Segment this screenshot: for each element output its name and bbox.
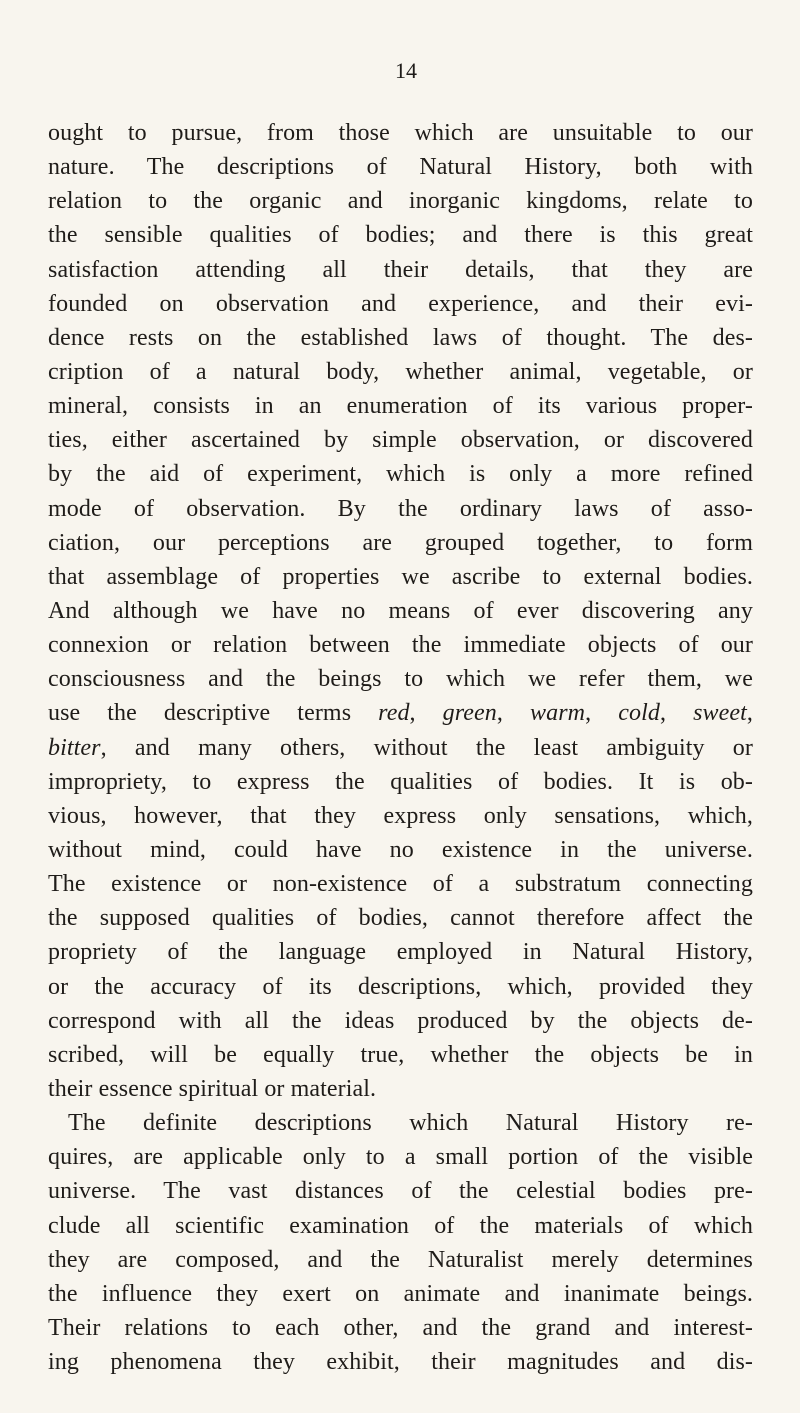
text-line	[48, 150, 753, 184]
text-segment: ,	[659, 700, 694, 727]
text-line-content: the influence they exert on animate and inanimate beings.	[48, 1280, 753, 1307]
text-line	[48, 1174, 753, 1208]
text-segment: ,	[746, 700, 754, 727]
text-line	[48, 628, 753, 662]
text-line	[48, 662, 753, 696]
text-line	[48, 1209, 753, 1243]
text-line	[48, 1243, 753, 1277]
text-segment: ,	[496, 700, 531, 727]
italic-term: red	[378, 700, 410, 727]
text-line-content: dence rests on the established laws of thought. The des-	[48, 324, 753, 351]
text-line	[48, 1072, 753, 1106]
text-line	[48, 1004, 753, 1038]
text-line	[48, 867, 753, 901]
text-line	[48, 389, 753, 423]
page-number: 14	[395, 58, 417, 83]
text-line-content: they are composed, and the Naturalist merely determines	[48, 1246, 753, 1273]
text-line-content: propriety of the language employed in Natural History,	[48, 939, 753, 966]
text-line-content: ties, either ascertained by simple observation, or discovered	[48, 427, 753, 454]
text-line	[48, 1277, 753, 1311]
text-line	[48, 355, 753, 389]
text-line-content: or the accuracy of its descriptions, which, provided they	[48, 973, 753, 1000]
text-line-content: impropriety, to express the qualities of bodies. It is ob-	[48, 768, 753, 795]
text-line	[48, 1311, 753, 1345]
text-line-content: correspond with all the ideas produced by the objects de-	[48, 1007, 753, 1034]
text-line-content	[48, 731, 753, 765]
text-line-content: that assemblage of properties we ascribe to external bodies.	[48, 563, 753, 590]
text-segment: ,	[585, 700, 619, 727]
italic-term: cold	[618, 700, 660, 727]
text-line	[48, 526, 753, 560]
text-line-content: without mind, could have no existence in the universe.	[48, 836, 753, 863]
text-segment: ,	[409, 700, 443, 727]
italic-term: bitter	[48, 734, 101, 761]
text-line	[48, 1106, 753, 1140]
text-line-content: The definite descriptions which Natural History re-	[68, 1110, 753, 1137]
text-line-content: the sensible qualities of bodies; and there is this great	[48, 222, 753, 249]
text-line-content: nature. The descriptions of Natural History, both with	[48, 154, 753, 181]
text-line-content: mineral, consists in an enumeration of its various proper-	[48, 393, 753, 420]
text-line-content: The existence or non-existence of a substratum connecting	[48, 871, 753, 898]
text-line-content: ciation, our perceptions are grouped together, to form	[48, 529, 753, 556]
text-line	[48, 1038, 753, 1072]
text-line-content: by the aid of experiment, which is only a more refined	[48, 461, 753, 488]
text-line	[48, 799, 753, 833]
text-line-content: ing phenomena they exhibit, their magnitudes and dis-	[48, 1349, 753, 1376]
text-line	[48, 321, 753, 355]
text-line-content: consciousness and the beings to which we refer them, we	[48, 666, 753, 693]
text-line-content: scribed, will be equally true, whether the objects be in	[48, 1041, 753, 1068]
text-line-content	[48, 696, 753, 730]
text-line-content: Their relations to each other, and the grand and interest-	[48, 1314, 753, 1341]
text-line-content: vious, however, that they express only sensations, which,	[48, 802, 753, 829]
text-line	[48, 970, 753, 1004]
text-line	[48, 116, 753, 150]
italic-term: warm	[530, 700, 586, 727]
text-line	[48, 765, 753, 799]
text-line	[48, 457, 753, 491]
text-line-content: connexion or relation between the immediate objects of our	[48, 632, 753, 659]
text-line-content: relation to the organic and inorganic kingdoms, relate to	[48, 188, 753, 215]
text-line-content: founded on observation and experience, and their evi-	[48, 290, 753, 317]
text-line-content: cription of a natural body, whether animal, vegetable, or	[48, 358, 753, 385]
text-line	[48, 184, 753, 218]
text-line	[48, 696, 753, 730]
text-segment: , and many others, without the least ambiguity or	[100, 734, 753, 761]
text-line	[48, 901, 753, 935]
text-line	[48, 594, 753, 628]
text-line-content: their essence spiritual or material.	[48, 1075, 377, 1102]
italic-term: green	[442, 700, 497, 727]
text-line	[48, 935, 753, 969]
text-line	[48, 218, 753, 252]
text-line	[48, 287, 753, 321]
text-line	[48, 1345, 753, 1379]
italic-term: sweet	[693, 700, 747, 727]
text-line	[48, 560, 753, 594]
text-line	[48, 423, 753, 457]
text-line-content: mode of observation. By the ordinary laws of asso-	[48, 495, 753, 522]
text-line	[48, 833, 753, 867]
text-line-content: satisfaction attending all their details, that they are	[48, 256, 753, 283]
text-line-content: the supposed qualities of bodies, cannot therefore affect the	[48, 905, 753, 932]
text-line-content: ought to pursue, from those which are unsuitable to our	[48, 120, 753, 146]
text-line-content: quires, are applicable only to a small portion of the visible	[48, 1144, 753, 1171]
text-line-content: And although we have no means of ever discovering any	[48, 597, 753, 624]
text-line	[48, 731, 753, 765]
text-line-content: clude all scientific examination of the materials of which	[48, 1212, 753, 1239]
text-line	[48, 492, 753, 526]
text-line	[48, 1140, 753, 1174]
text-line	[48, 253, 753, 287]
body-text	[48, 116, 753, 1379]
text-segment: use the descriptive terms	[48, 700, 379, 727]
text-line-content: universe. The vast distances of the celestial bodies pre-	[48, 1178, 753, 1205]
